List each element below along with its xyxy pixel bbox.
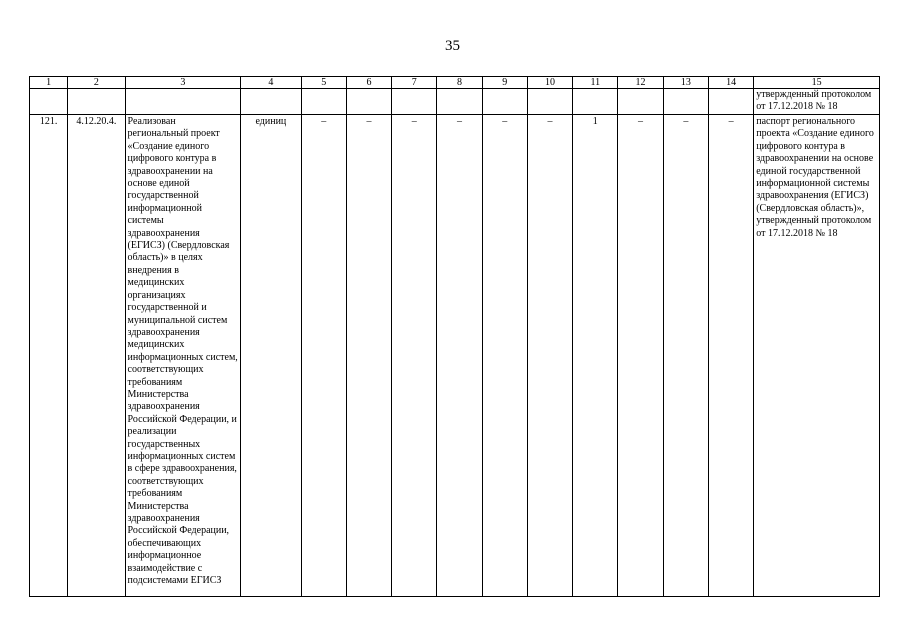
column-header-13: 13 xyxy=(663,77,708,89)
value-cell-8: – xyxy=(437,115,482,597)
indicators-table xyxy=(29,76,880,597)
page-number: 35 xyxy=(445,38,460,54)
table-cell xyxy=(618,89,663,115)
table-cell xyxy=(68,89,125,115)
table-cell xyxy=(663,89,708,115)
column-header-11: 11 xyxy=(573,77,618,89)
column-header-8: 8 xyxy=(437,77,482,89)
column-header-15: 15 xyxy=(754,77,880,89)
table-cell xyxy=(437,89,482,115)
continuation-row xyxy=(30,89,880,115)
column-header-5: 5 xyxy=(301,77,346,89)
table-cell xyxy=(482,89,527,115)
column-header-2: 2 xyxy=(68,77,125,89)
column-header-12: 12 xyxy=(618,77,663,89)
row-unit-cell: единиц xyxy=(241,115,301,597)
table-cell xyxy=(573,89,618,115)
value-cell-5: – xyxy=(301,115,346,597)
value-cell-10: – xyxy=(527,115,572,597)
table-cell xyxy=(125,89,241,115)
row-description-cell: Реализован региональный проект «Создание единого цифрового контура в здравоохранении на основе единой государственной информационной системы здравоохранения (ЕГИСЗ) (Свердловская область)» в целях внедрения в медицинских организациях государственной и муниципальной систем здравоохранения медицинских информационных систем, соответствующих требованиям Министерства здравоохранения Российской Федерации, и реализации государственных информационных систем в сфере здравоохранения, соответствующих требованиям Министерства здравоохранения Российской Федерации, обеспечивающих информационное взаимодействие с подсистемами ЕГИСЗ xyxy=(125,115,241,597)
column-header-7: 7 xyxy=(392,77,437,89)
table-cell xyxy=(708,89,753,115)
value-cell-9: – xyxy=(482,115,527,597)
value-cell-6: – xyxy=(346,115,391,597)
table-cell xyxy=(301,89,346,115)
table-cell xyxy=(241,89,301,115)
column-header-1: 1 xyxy=(30,77,68,89)
row-code-cell: 4.12.20.4. xyxy=(68,115,125,597)
row-number-cell: 121. xyxy=(30,115,68,597)
table-cell xyxy=(30,89,68,115)
row-source-cell: паспорт регионального проекта «Создание единого цифрового контура в здравоохранении на основе единой государственной информационной системы здравоохранения (ЕГИСЗ) (Свердловская область)», утвержденный протоколом от 17.12.2018 № 18 xyxy=(754,115,880,597)
column-header-4: 4 xyxy=(241,77,301,89)
column-header-10: 10 xyxy=(527,77,572,89)
table-cell xyxy=(346,89,391,115)
value-cell-12: – xyxy=(618,115,663,597)
value-cell-14: – xyxy=(708,115,753,597)
value-cell-11: 1 xyxy=(573,115,618,597)
column-header-9: 9 xyxy=(482,77,527,89)
table-cell xyxy=(392,89,437,115)
value-cell-13: – xyxy=(663,115,708,597)
table-row xyxy=(30,115,880,597)
column-header-6: 6 xyxy=(346,77,391,89)
value-cell-7: – xyxy=(392,115,437,597)
table-cell xyxy=(527,89,572,115)
column-header-3: 3 xyxy=(125,77,241,89)
continuation-source-cell: утвержденный протоколом от 17.12.2018 № 18 xyxy=(754,89,880,115)
column-header-14: 14 xyxy=(708,77,753,89)
column-number-row xyxy=(30,77,880,89)
